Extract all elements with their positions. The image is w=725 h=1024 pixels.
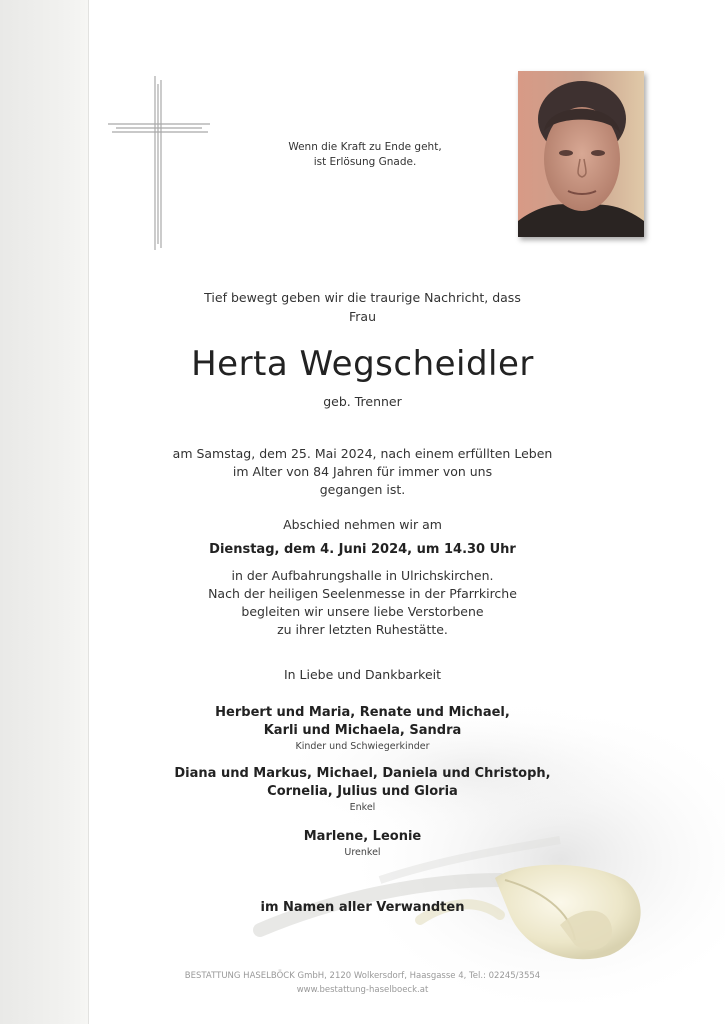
family-names-line: Herbert und Maria, Renate und Michael, [215,705,510,720]
birth-name: geb. Trenner [323,394,402,409]
farewell-text-line: Nach der heiligen Seelenmesse in der Pfarrkirche [208,586,517,601]
farewell-intro: Abschied nehmen wir am [283,517,442,532]
family-names-line: Karli und Michaela, Sandra [263,723,462,738]
intro-line: Frau [348,309,376,324]
quote-line: Wenn die Kraft zu Ende geht, [288,141,442,153]
farewell-text-line: zu ihrer letzten Ruhestätte. [277,622,448,637]
family-relation: Enkel [349,802,376,813]
death-text-line: am Samstag, dem 25. Mai 2024, nach einem erfüllten Leben [172,446,553,461]
quote-line: ist Erlösung Gnade. [313,156,417,168]
family-relation: Kinder und Schwiegerkinder [295,741,430,752]
closing-line: im Namen aller Verwandten [260,900,465,915]
family-names-line: Cornelia, Julius und Gloria [267,784,458,799]
family-names-line: Marlene, Leonie [303,829,422,844]
family-relation: Urenkel [344,847,381,858]
cross-icon [104,72,214,252]
death-text-line: im Alter von 84 Jahren für immer von uns [232,464,493,479]
farewell-date: Dienstag, dem 4. Juni 2024, um 14.30 Uhr [209,542,516,557]
footer-company: BESTATTUNG HASELBÖCK GmbH, 2120 Wolkersdorf, Haasgasse 4, Tel.: 02245/3554 [184,971,541,981]
quote [250,140,480,170]
deceased-name: Herta Wegscheidler [191,344,534,384]
intro-line: Tief bewegt geben wir die traurige Nachricht, dass [204,290,521,305]
farewell-text-line: begleiten wir unsere liebe Verstorbene [241,604,484,619]
death-text-line: gegangen ist. [319,482,406,497]
portrait-photo [518,71,644,237]
portrait-image [518,71,644,237]
footer-website: www.bestattung-haselboeck.at [296,985,429,995]
family-names-line: Diana und Markus, Michael, Daniela und Christoph, [174,766,551,781]
farewell-text-line: in der Aufbahrungshalle in Ulrichskirchen. [231,568,494,583]
gratitude-line: In Liebe und Dankbarkeit [283,667,442,682]
